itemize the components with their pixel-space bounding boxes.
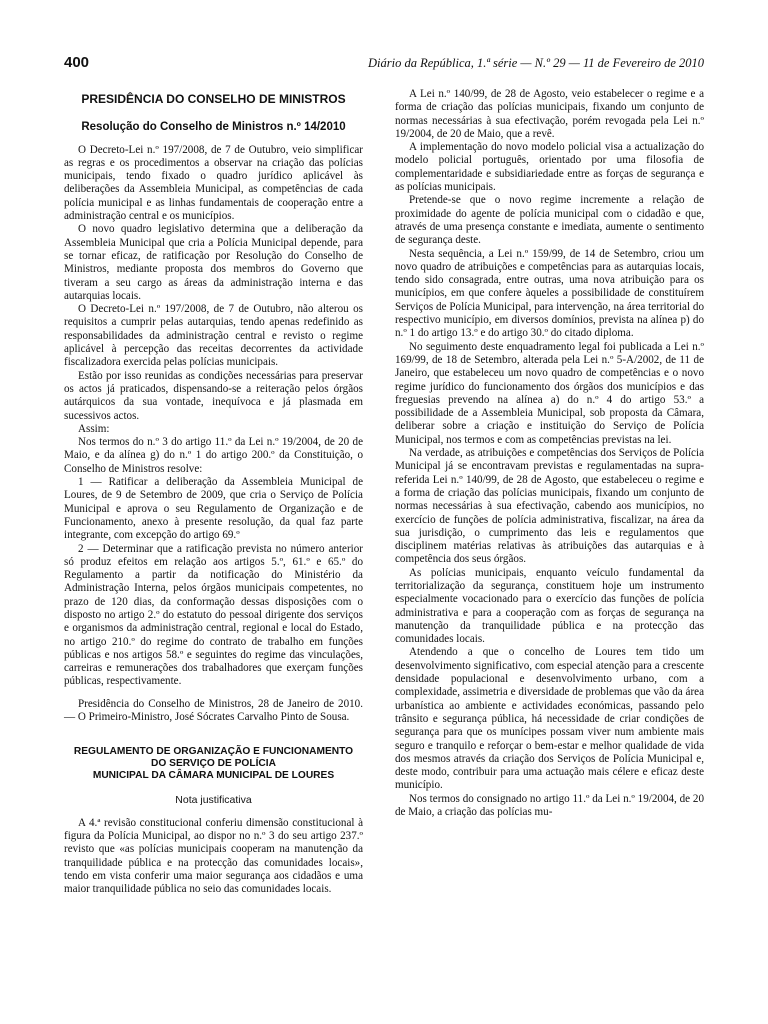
paragraph: No seguimento deste enquadramento legal foi publicada a Lei n.º 169/99, de 18 de Setembro, alterada pela Lei n.º 5-A/2002, de 11 de Janeiro, que estabeleceu um novo quadro de competências e o novo regime jurídico do funcionamento dos órgãos dos municípios e das freguesias prevendo na alínea a) do n.º 4 do artigo 53.º a possibilidade de a Assembleia Municipal, sob proposta da Câmara, deliberar sobre a criação e instituição do Serviço de Polícia Municipal, nos termos e com as competências previstas na lei. (395, 340, 704, 446)
regulation-title-line: MUNICIPAL DA CÂMARA MUNICIPAL DE LOURES (92, 770, 335, 782)
regulation-title (64, 746, 363, 782)
paragraph: Estão por isso reunidas as condições necessárias para preservar os actos já praticados, dispensando-se a reiteração pelos órgãos autárquicos da sua vontade, inequívoca e já plasmada em sucessivos actos. (64, 369, 363, 422)
paragraph: Pretende-se que o novo regime incremente a relação de proximidade do agente de polícia municipal com o cidadão e que, através de uma presença constante e imediata, aumente o sentimento de segurança deste. (395, 194, 704, 247)
regulation-title-line: DO SERVIÇO DE POLÍCIA (151, 758, 276, 770)
nota-heading: Nota justificativa (175, 794, 252, 807)
paragraph: Na verdade, as atribuições e competências dos Serviços de Polícia Municipal já se encontravam previstas e regulamentadas na supra-referida Lei n.º 140/99, de 28 de Agosto, que estabeleceu o regime e a forma de criação das polícias municipais, fixando um conjunto de normas necessárias à sua efectivação, cabendo aos municípios, no exercício de funções de polícia administrativa, fiscalizar, na área da sua jurisdição, o cumprimento das leis e regulamentos que disciplinem matérias relativas às atribuições das autarquias e à competência dos seus órgãos. (395, 447, 704, 566)
signature-paragraph: Presidência do Conselho de Ministros, 28 de Janeiro de 2010. — O Primeiro-Ministro, José Sócrates Carvalho Pinto de Sousa. (64, 697, 363, 724)
paragraph: O Decreto-Lei n.º 197/2008, de 7 de Outubro, não alterou os requisitos a cumprir pelas autarquias, tendo apenas redefinido as responsabilidades da administração central e revisto o regime aplicável à percepção das receitas decorrentes da actividade fiscalizadora exercida pelas polícias municipais. (64, 303, 363, 369)
running-head: Diário da República, 1.ª série — N.º 29 — 11 de Fevereiro de 2010 (368, 56, 704, 70)
paragraph: O Decreto-Lei n.º 197/2008, de 7 de Outubro, veio simplificar as regras e os procedimentos a observar na criação das polícias municipais, tendo fixado o quadro jurídico aplicável às deliberações da Assembleia Municipal, as competências de cada polícia municipal e as linhas fundamentais de cooperação entre a administração central e os municípios. (64, 143, 363, 223)
paragraph: 1 — Ratificar a deliberação da Assembleia Municipal de Loures, de 9 de Setembro de 2009, que cria o Serviço de Polícia Municipal e aprova o seu Regulamento de Organização e de Funcionamento, anexo à presente resolução, da qual faz parte integrante, com excepção do artigo 69.º (64, 476, 363, 542)
page-header (64, 54, 704, 74)
paragraph: A 4.ª revisão constitucional conferiu dimensão constitucional à figura da Polícia Municipal, ao dispor no n.º 3 do seu artigo 237.º revisto que «as polícias municipais cooperam na manutenção da tranquilidade pública e na protecção das comunidades locais», tendo em vista conferir uma maior segurança aos cidadãos e uma maior tranquilidade pública no seio das comunidades locais. (64, 816, 363, 896)
page-number: 400 (64, 54, 90, 71)
section-title: PRESIDÊNCIA DO CONSELHO DE MINISTROS (81, 92, 346, 106)
regulation-title-line: REGULAMENTO DE ORGANIZAÇÃO E FUNCIONAMENTO (73, 746, 354, 758)
paragraph: As polícias municipais, enquanto veículo fundamental da territorialização da segurança, constituem hoje um instrumento especialmente vocacionado para o exercício das funções de polícia administrativa e para a cooperação com as forças de segurança na manutenção da tranquilidade pública e na protecção das comunidades locais. (395, 566, 704, 646)
left-column (64, 90, 363, 896)
paragraph: Nos termos do consignado no artigo 11.º da Lei n.º 19/2004, de 20 de Maio, a criação das polícias mu- (395, 792, 704, 819)
paragraph: Assim: (78, 422, 110, 435)
resolution-title: Resolução do Conselho de Ministros n.º 14/2010 (81, 121, 346, 134)
paragraph: Nos termos do n.º 3 do artigo 11.º da Lei n.º 19/2004, de 20 de Maio, e da alínea g) do n.º 1 do artigo 200.º da Constituição, o Conselho de Ministros resolve: (64, 436, 363, 475)
paragraph: Atendendo a que o concelho de Loures tem tido um desenvolvimento significativo, com especial atenção para a crescente densidade populacional e desenvolvimento urbano, com a complexidade, assimetria e diversidade de problemas que vão da área urbanística ao ambiente e actividades económicas, passando pelo trânsito e segurança pública, há necessidade de criar condições de segurança para que os munícipes possam viver num ambiente mais seguro e tranquilo e reforçar o bem-estar e melhor qualidade de vida dos mesmos através da criação dos Serviços de Polícia Municipal e, deste modo, contribuir para uma actuação mais célere e eficaz deste município. (395, 646, 704, 792)
paragraph: A implementação do novo modelo policial visa a actualização do modelo policial português, orientado por uma filosofia de complementaridade e subsidiariedade entre as forças de segurança e as polícias municipais. (395, 141, 704, 194)
paragraph: Nesta sequência, a Lei n.º 159/99, de 14 de Setembro, criou um novo quadro de atribuições e competências para as autarquias locais, tendo sido consagrada, entre outras, uma nova atribuição para os municípios, em que confere àqueles a possibilidade de constituírem Serviços de Polícia Municipal, para intervenção, na área territorial do respectivo município, em diversos domínios, prevista na alínea p) do n.º 1 do artigo 13.º e do artigo 30.º do citado diploma. (395, 247, 704, 340)
paragraph: O novo quadro legislativo determina que a deliberação da Assembleia Municipal que cria a Polícia Municipal depende, para se tornar eficaz, de ratificação por Resolução do Conselho de Ministros, mediante proposta dos membros do Governo que tiveram a seu cargo as áreas da administração interna e das autarquias locais. (64, 223, 363, 302)
paragraph: A Lei n.º 140/99, de 28 de Agosto, veio estabelecer o regime e a forma de criação das polícias municipais, fixando um conjunto de normas necessárias à sua efectivação, porém revogada pela Lei n.º 19/2004, de 20 de Maio, que a revê. (395, 88, 704, 140)
paragraph: 2 — Determinar que a ratificação prevista no número anterior só produz efeitos em relação aos artigos 5.º, 61.º e 65.º do Regulamento a partir da notificação do Ministério da Administração Interna, pelos órgãos municipais competentes, no prazo de 120 dias, da conformação dessas disposições com o disposto no artigo 2.º do estatuto do pessoal dirigente dos serviços e organismos da administração central, regional e local do Estado, no artigo 210.º do regime do contrato de trabalho em funções públicas e nos artigos 58.º e seguintes do regime das vinculações, carreiras e remunerações dos trabalhadores que exerçam funções públicas, respectivamente. (64, 542, 363, 688)
right-column (395, 88, 704, 819)
